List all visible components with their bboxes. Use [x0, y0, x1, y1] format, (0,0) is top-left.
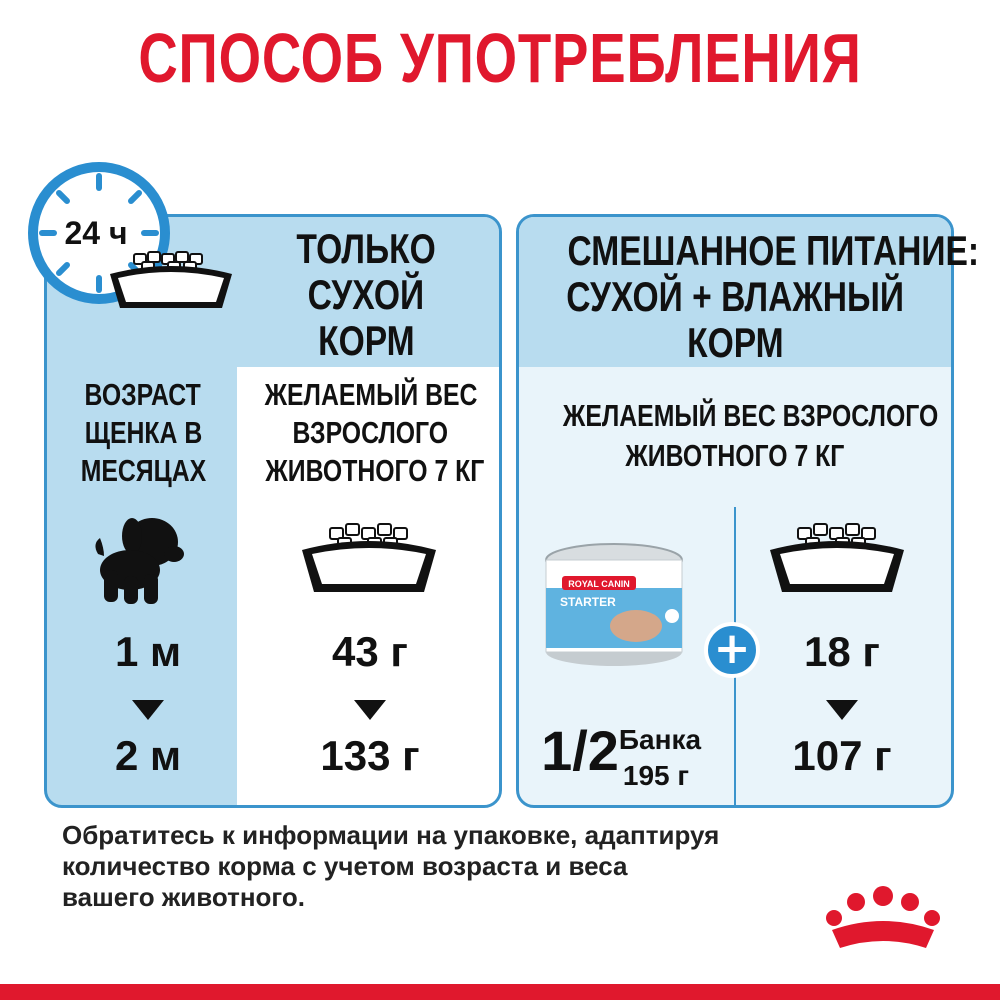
wet-food-can-icon [540, 540, 688, 670]
bowl-icon-mixed-dry [764, 520, 910, 596]
age-arrow [132, 700, 164, 720]
can-weight: 195 г [622, 760, 690, 791]
page-title: СПОСОБ УПОТРЕБЛЕНИЯ [138, 19, 862, 97]
can-brand: ROYAL CANIN [568, 579, 630, 589]
dry-only-from: 43 г [332, 628, 408, 675]
puppy-icon [90, 514, 194, 606]
mixed-dry-from: 18 г [804, 628, 880, 675]
plus-icon: + [704, 622, 760, 678]
mixed-dry-arrow [826, 700, 858, 720]
dry-only-to: 133 г [320, 732, 420, 779]
bottom-accent-bar [0, 984, 1000, 1000]
clock-label: 24 ч [64, 215, 128, 251]
can-fraction: 1/2 [541, 719, 619, 782]
mixed-dry-to: 107 г [792, 732, 892, 779]
left-panel-heading: ТОЛЬКО СУХОЙ КОРМ [296, 225, 436, 364]
bowl-icon-header [104, 248, 238, 314]
feeding-note: Обратитесь к информации на упаковке, адаптируя количество корма с учетом возраста и веса вашего животного. [62, 820, 720, 912]
age-to: 2 м [114, 732, 182, 779]
can-product: STARTER [560, 595, 616, 609]
right-panel-heading: СМЕШАННОЕ ПИТАНИЕ: СУХОЙ + ВЛАЖНЫЙ КОРМ [566, 227, 980, 366]
bowl-icon-dry [296, 520, 442, 596]
left-weight-header: ЖЕЛАЕМЫЙ ВЕС ВЗРОСЛОГО ЖИВОТНОГО 7 КГ [264, 377, 485, 488]
dry-only-arrow [354, 700, 386, 720]
can-unit: Банка [618, 724, 702, 755]
right-weight-header: ЖЕЛАЕМЫЙ ВЕС ВЗРОСЛОГО ЖИВОТНОГО 7 КГ [562, 398, 939, 473]
age-header: ВОЗРАСТ ЩЕНКА В МЕСЯЦАХ [80, 377, 206, 488]
royal-canin-crown-logo [822, 884, 944, 960]
age-from: 1 м [114, 628, 182, 675]
